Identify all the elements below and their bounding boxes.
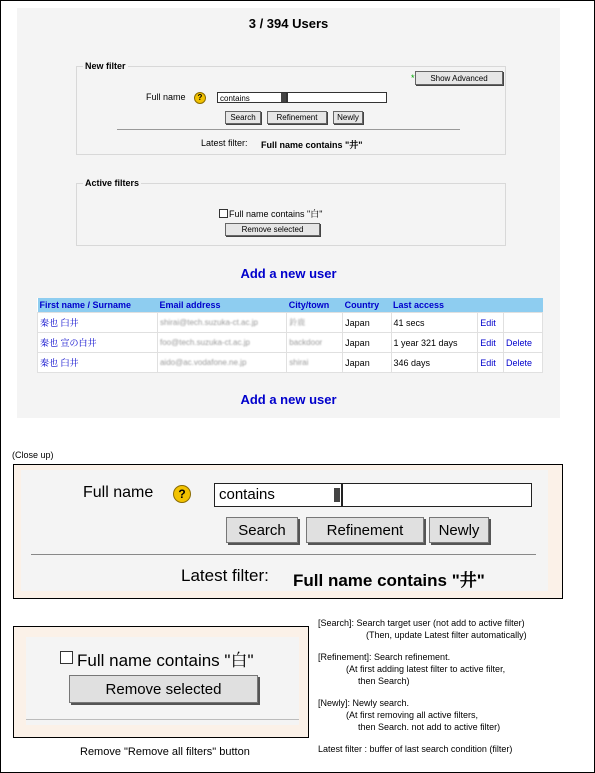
edit-link[interactable]: Edit [478, 313, 504, 333]
user-name-link[interactable]: 秦也 宣の白井 [38, 333, 158, 353]
closeup-operator-select-value: contains [219, 486, 275, 503]
closeup-refinement-button[interactable]: Refinement [306, 517, 424, 543]
closeup-latest-filter-value: Full name contains "井" [293, 571, 485, 590]
user-country: Japan [343, 333, 391, 353]
add-new-user-link-top[interactable]: Add a new user [240, 266, 337, 281]
user-name-link[interactable]: 秦也 臼井 [38, 313, 158, 333]
closeup-active-filters-panel [26, 637, 299, 725]
note-newly-2: (At first removing all active filters, [346, 710, 479, 720]
column-header-edit [478, 298, 504, 313]
column-header-name[interactable]: First name / Surname [38, 298, 158, 313]
closeup-operator-select[interactable] [214, 483, 342, 507]
users-table [37, 298, 543, 373]
bottom-caption: Remove "Remove all filters" button [80, 746, 250, 758]
user-city: shirai [287, 353, 343, 373]
note-refine-2: (At first adding latest filter to active filter, [346, 664, 506, 674]
user-email: aido@ac.vodafone.ne.jp [157, 353, 286, 373]
chevron-down-icon [281, 93, 286, 102]
active-filter-label: Full name contains "白" [229, 209, 323, 219]
column-header-city[interactable]: City/town [287, 298, 343, 313]
closeup-filter-value-input[interactable] [342, 483, 532, 507]
user-name-link[interactable]: 秦也 臼井 [38, 353, 158, 373]
edit-link[interactable]: Edit [478, 333, 504, 353]
refinement-button[interactable]: Refinement [267, 111, 327, 124]
closeup-active-filter-checkbox[interactable] [60, 651, 73, 664]
user-city: backdoor [287, 333, 343, 353]
user-country: Japan [343, 313, 391, 333]
delete-link[interactable]: Delete [504, 353, 543, 373]
advanced-marker-icon: * [411, 73, 415, 83]
closeup-caption: (Close up) [12, 450, 54, 460]
show-advanced-button[interactable]: Show Advanced [415, 71, 503, 85]
user-email: foo@tech.suzuka-ct.ac.jp [157, 333, 286, 353]
active-filter-checkbox[interactable] [219, 209, 228, 218]
filter-value-input[interactable] [287, 92, 387, 103]
edit-link[interactable]: Edit [478, 353, 504, 373]
note-newly-3: then Search. not add to active filter) [358, 722, 501, 732]
note-newly-1: [Newly]: Newly search. [318, 698, 410, 708]
newly-button[interactable]: Newly [333, 111, 363, 124]
note-refine-3: then Search) [358, 676, 410, 686]
note-search-1: [Search]: Search target user (not add to active filter) [318, 618, 525, 628]
remove-selected-button[interactable]: Remove selected [225, 223, 320, 236]
users-count-title: 3 / 394 Users [248, 16, 329, 31]
table-header-row [38, 298, 543, 313]
user-last-access: 41 secs [391, 313, 478, 333]
explanation-notes [318, 617, 588, 755]
add-new-user-link-bottom[interactable]: Add a new user [240, 392, 337, 407]
delete-link[interactable]: Delete [504, 333, 543, 353]
closeup-active-filters [13, 626, 309, 738]
user-last-access: 1 year 321 days [391, 333, 478, 353]
table-row [38, 313, 543, 333]
table-row [38, 353, 543, 373]
closeup-newly-button[interactable]: Newly [429, 517, 489, 543]
closeup-divider [31, 554, 536, 555]
search-button[interactable]: Search [225, 111, 261, 124]
note-refine-1: [Refinement]: Search refinement. [318, 652, 451, 662]
user-country: Japan [343, 353, 391, 373]
operator-select[interactable] [217, 92, 287, 103]
closeup-new-filter [13, 464, 563, 599]
user-management-panel [17, 8, 560, 418]
help-icon[interactable]: ? [194, 92, 206, 104]
closeup-help-icon[interactable]: ? [173, 485, 191, 503]
closeup-active-filter-label: Full name contains "白" [77, 651, 254, 670]
user-last-access: 346 days [391, 353, 478, 373]
closeup-remove-selected-button[interactable]: Remove selected [69, 675, 258, 703]
closeup-full-name-label: Full name [83, 484, 154, 501]
column-header-country[interactable]: Country [343, 298, 391, 313]
note-search-2: (Then, update Latest filter automatically) [366, 630, 527, 640]
closeup-search-button[interactable]: Search [226, 517, 298, 543]
table-row [38, 333, 543, 353]
column-header-delete [504, 298, 543, 313]
divider [117, 129, 460, 130]
column-header-email[interactable]: Email address [157, 298, 286, 313]
full-name-label: Full name [146, 92, 186, 102]
closeup-new-filter-panel [21, 470, 548, 591]
column-header-last-access[interactable]: Last access [391, 298, 478, 313]
latest-filter-label: Latest filter: [201, 138, 248, 148]
closeup-latest-filter-label: Latest filter: [181, 566, 269, 585]
user-city: 鈴鹿 [287, 313, 343, 333]
user-email: shirai@tech.suzuka-ct.ac.jp [157, 313, 286, 333]
latest-filter-value: Full name contains "井" [261, 140, 363, 150]
chevron-down-icon [334, 488, 340, 502]
active-filters-legend: Active filters [85, 178, 140, 188]
new-filter-legend: New filter [85, 61, 126, 71]
operator-select-value: contains [220, 94, 250, 103]
delete-link [504, 313, 543, 333]
closeup-active-divider [26, 719, 299, 720]
note-latest: Latest filter : buffer of last search condition (filter) [318, 744, 513, 754]
